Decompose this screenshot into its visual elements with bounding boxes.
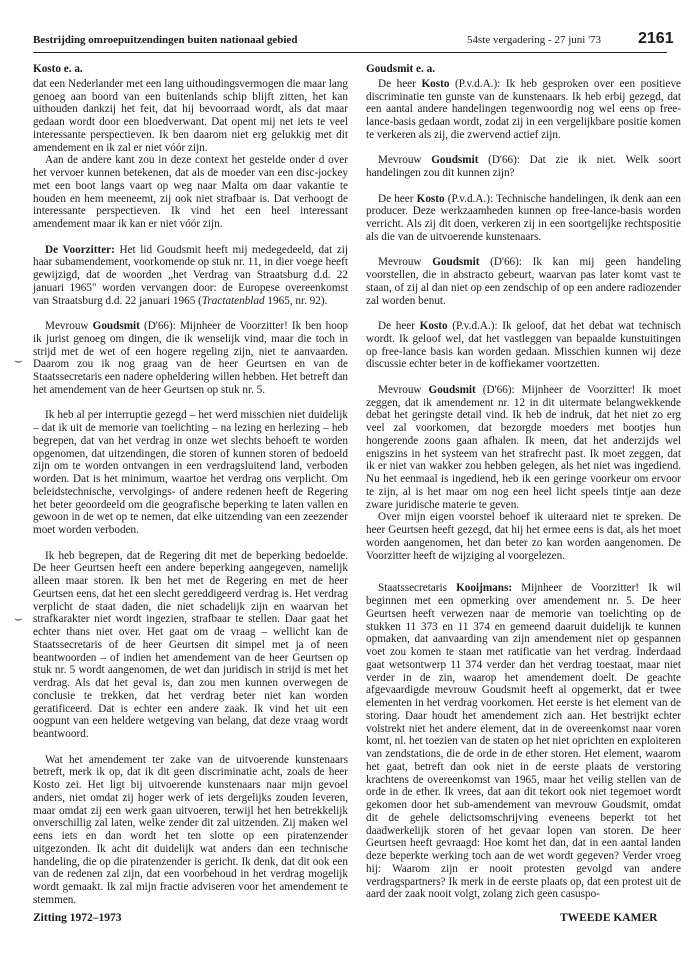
italic-reference: Tractatenblad [201,294,265,307]
running-header-title: Bestrijding omroepuitzendingen buiten nationaal gebied [33,34,298,46]
speaker-name: De Voorzitter: [45,243,115,256]
paragraph: Over mijn eigen voorstel behoef ik uiteraard niet te spreken. De heer Geurtsen heeft gezegd, dat hij het ermee eens is dat, als het moet worden aangenomen, het dan beter zo kan worden aangenomen. De Voorzitter heeft de wijziging al voorgelezen. [366,511,681,562]
paragraph [366,320,681,371]
speaker-title: Mevrouw [45,320,93,332]
speaker-title: De heer [378,320,420,332]
paragraph: Ik heb begrepen, dat de Regering dit met de beperking bedoelde. De heer Geurtsen heeft een andere beperking aangegeven, namelijk alleen maar storen. Ik ben het met de Regering en met de heer Geurtsen eens, dat het een slecht gereddigeerd verdrag is. Het verdrag verplicht de staat daden, die niet schadelijk zijn en waarvan het strafkarakter niet wordt ingezien, strafbaar te stellen. Daar gaat het echter thans niet over. Het gaat om de vraag – wellicht kan de Staatssecretaris of de heer Geurtsen dit simpel met ja of neen beantwoorden – of indien het amendement van de heer Geurtsen op stuk nr. 5 wordt aangenomen, de wet dan juridisch in strijd is met het verdrag. Als dat het geval is, dan zou men kunnen overwegen de conclusie te trekken, dat het verdrag beter niet kan worden geratificeerd. Dat is echter een andere zaak. Ik vind het uit een oogpunt van een heldere wetgeving van belang, dat deze vraag wordt beantwoord. [33,549,348,740]
paragraph [366,384,681,512]
speaker-title: Mevrouw [378,154,432,167]
speaker-title: De heer [378,192,417,205]
speaker-title: De heer [378,77,422,90]
paragraph [33,320,348,397]
paragraph [366,78,681,142]
speaker-title: Mevrouw [378,383,429,396]
running-header-session: 54ste vergadering - 27 juni '73 [467,34,602,46]
paragraph-text: (D'66): Dat zie ik niet. Welk soort handelingen zou dit kunnen zijn? [366,154,682,179]
speaker-name: Goudsmit [428,383,476,396]
paragraph-text: (P.v.d.A.): Ik heb gesproken over een positieve discriminatie ten gunste van de kunstenaars. Ik heb erbij gezegd, dat een aantal andere handelingen tegenwoordig nog wel eens op free-lance-basis gedaan wordt, zodat zij in een vergelijkbare positie komen te verkeren als zij, die zwervend actief zijn. [366,77,682,141]
page-number: 2161 [638,30,674,47]
speaker-name: Goudsmit [431,154,479,167]
paragraph: dat een Nederlander met een lang uithoudingsvermogen die maar lang genoeg aan boord van een buitenlands schip blijft zitten, het kan uithouden dankzij het feit, dat hij bevoorraad wordt, als dat maar gedaan wordt door een bloedverwant. Dat opent mij net iets te veel interessante perspectieven. Ik ben daarom niet erg gelukkig met dit amendement en ik zal er niet vóór zijn. [33,77,348,154]
paragraph: Ik heb al per interruptie gezegd – het werd misschien niet duidelijk – dat ik uit de memorie van toelichting – na lezing en herlezing – heb begrepen, dat van het verdrag in onze wet slechts behoeft te worden opgenomen, dat uitzendingen, die storen of kunnen storen of bedoeld zijn om te worden ontvangen in een verdragsluitend land, verboden worden. Dat is het minimum, waartoe het verdrag ons verplicht. Om beleidstechnische, vervolgings- of andere redenen heeft de Regering het beter geoordeeld om die geografische beperking te laten vallen en gewoon in de wet op te nemen, dat elke uitzending van een zeezender moet worden verboden. [33,409,348,536]
paragraph-text: (D'66): Mijnheer de Voorzitter! Ik moet zeggen, dat ik amendement nr. 12 in dit uitermate belangwekkende debat het geringste detail vind. Ik heb de indruk, dat het niet zo erg veel zal voorkomen, dat bezorgde moeders met bootjes hun hongerende zoons gaan afhalen. Ik meen, dat het anderzijds wel enigszins in het systeem van het strafrecht past. Ik moet zeggen, dat ik er niet van wakker zou hebben gelegen, als het niet was ingediend. Nu het eenmaal is ingediend, heb ik een geringe voorkeur om ervoor te zijn, al is het maar om nog een heel licht speels tintje aan deze zware juridische materie te geven. [366,383,681,511]
speaker-name: Kosto [419,320,448,332]
paragraph-text: (D'66): Mijnheer de Voorzitter! Ik ben hoop ik jurist genoeg om dingen, die ik wenselijk vind, maar die toch in strijd met de wet of een hogere regeling zijn, niet te aanvaarden. Daarom zou ik nog graag van de heer Geurtsen en van de Staatssecretaris een nadere opheldering willen hebben. Het betreft dan het amendement van de heer Geurtsen op stuk nr. 5. [33,320,349,396]
speaker-name: Goudsmit [92,320,140,332]
speaker-name: Kosto [416,192,445,205]
paragraph-text: Mijnheer de Voorzitter! Ik wil beginnen met een opmerking over amendement nr. 5. De heer Geurtsen heeft verwezen naar de memorie van toelichting op de stukken 11 373 en 11 374 en gemeend daaruit duidelijk te kunnen opmaken, dat aanvaarding van zijn amendement niet op gespannen voet zou komen te staan met ratificatie van het verdrag. Inderdaad gaat wetsontwerp 11 374 verder dan het verdrag toestaat, maar niet verder in de zin, waarop het amendement doelt. De geachte afgevaardigde mevrouw Goudsmit heeft al opgemerkt, dat er twee elementen in het verdrag voorkomen. Het eerste is het element van de storing. Daar houdt het amendement zich aan. Het bestrijkt echter volstrekt niet het andere element, dat in de overeenkomst naar voren komt, nl. het toezien van de staten op het niet oprichten en exploiteren van zendstations, die de orde in de ether storen. Het element, waarom het gaat, betreft dan ook niet in de eerste plaats de verstoring krachtens de overeenkomst van 1965, maar het veilig stellen van de orde in de ether. Ik vrees, dat aan dit tekort ook niet tegemoet wordt gekomen door het sub-amendement van mevrouw Goudsmit, omdat dit de gehele delictsomschrijving eveneens beperkt tot het daadwerkelijk storen of het gevaar lopen van storen. De heer Geurtsen heeft gevraagd: Hoe komt het dan, dat in een aantal landen deze beperkte werking toch aan de wet wordt gegeven? Verder vroeg hij: Waarom zijn er nooit protesten gevolgd van andere verdragspartners? Ik merk in de eerste plaats op, dat een protest uit de aard der zaak nooit volgt, zolang zich geen casuspo- [366,582,681,901]
paragraph: Wat het amendement ter zake van de uitvoerende kunstenaars betreft, merk ik op, dat ik dit geen discriminatie acht, zoals de heer Kosto zei. Het ligt bij uitvoerende kunstenaars naar mijn gevoel anders, niet omdat zij hoger werk of iets dergelijks zouden leveren, maar omdat zij een werk gaan uitvoeren, terwijl het hen betrekkelijk onverschillig zal laten, welke zender dit zal uitzenden. Zij maken wel eens iets en dan wordt het ten slotte op een piratenzender uitgezonden. Ik acht dit duidelijk wat anders dan een technische handeling, die op die piratenzender is gericht. Ik denk, dat dit ook een van de redenen zal zijn, dat een voorbehoud in het verdrag mogelijk wordt gemaakt. Ik zal mijn fractie adviseren voor het amendement te stemmen. [33,753,348,906]
paragraph-text: (P.v.d.A.): Technische handelingen, ik denk aan een producer. Deze werkzaamheden kunnen op free-lance-basis worden verricht. Als zij dit doen, verkeren zij in een soortgelijke rechtspositie als die van de uitvoerende kunstenaars. [366,192,681,243]
speaker-name: Kosto [421,77,450,90]
paragraph [33,244,348,308]
column-heading: Goudsmit e. a. [366,63,435,75]
speaker-title: Mevrouw [378,256,433,269]
paragraph-text: Het lid Goudsmit heeft mij medegedeeld, dat zij haar subamendement, voorkomende op stuk nr. 11, in dier voege heeft gewijzigd, dat de woorden „het Verdrag van Straatsburg d.d. 22 januari 1965" worden vervangen door: de Europese overeenkomst van Straatsburg d.d. 22 januari 1965 ( [33,243,348,307]
speaker-name: Kooijmans: [456,582,513,595]
paragraph [366,582,681,901]
speaker-name: Goudsmit [432,256,480,269]
margin-mark-icon: ⌣ [14,354,23,369]
paragraph [366,256,681,307]
right-column [366,63,681,901]
margin-mark-icon: ⌣ [14,612,23,627]
footer-session: Zitting 1972–1973 [33,912,122,924]
paragraph-text: 1965, nr. 92). [264,294,328,307]
footer-chamber: TWEEDE KAMER [560,912,658,924]
left-column [33,63,348,907]
paragraph: Aan de andere kant zou in deze context het gestelde onder d over het vervoer kunnen betekenen, dat als de moeder van een disc-jockey met een boot langs vaart op weg naar Malta om daar vakantie te houden en hem meeneemt, zij ook niet strafbaar is. Dat verhoogt de interessante perspectieven. Ik vind het een heel interessant amendement maar ik kan er niet vóór zijn. [33,154,348,230]
paragraph-text: (D'66): Ik kan mij geen handeling voorstellen, die in abstracto gebeurt, waarvan pas later komt vast te staan, of zij al dan niet op een zendschip of op een andere radiozender zal worden benut. [366,256,682,307]
paragraph [366,193,681,244]
column-heading: Kosto e. a. [33,63,83,75]
speaker-title: Staatssecretaris [378,582,457,595]
paragraph-text: (P.v.d.A.): Ik geloof, dat het debat wat technisch wordt. Ik geloof wel, dat het vastleggen van bepaalde kunstuitingen op free-lance basis kan worden gedaan. Misschien kunnen wij deze discussie echter beter in de koffiekamer voortzetten. [366,320,681,371]
paragraph [366,154,681,180]
header-rule [33,52,667,53]
